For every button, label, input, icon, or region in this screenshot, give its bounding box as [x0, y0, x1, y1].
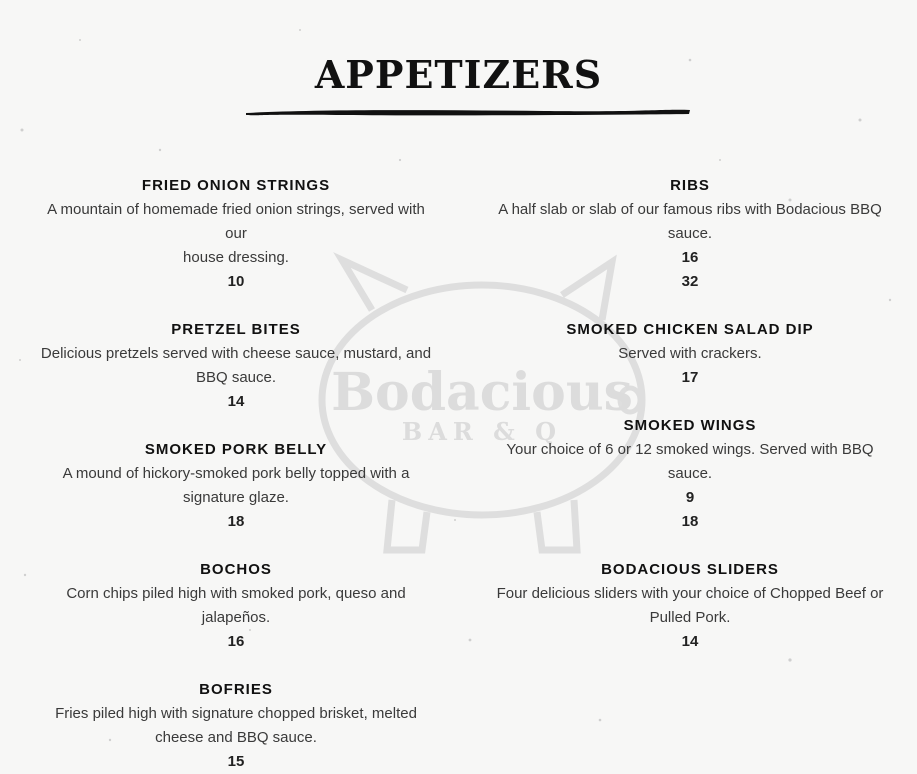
- watermark-name: Bodacious: [331, 362, 633, 423]
- item-spacer: [36, 654, 436, 678]
- menu-item-bofries: [36, 678, 436, 774]
- item-spacer: [490, 534, 890, 558]
- item-description: Pulled Pork.: [649, 609, 731, 626]
- item-description: Served with crackers.: [618, 345, 762, 362]
- menu-item-bodacious-sliders: [490, 558, 890, 654]
- item-description: cheese and BBQ sauce.: [155, 729, 317, 746]
- item-description: Four delicious sliders with your choice of Chopped Beef or: [496, 585, 884, 602]
- item-price: 10: [227, 273, 245, 290]
- item-spacer: [36, 294, 436, 318]
- item-name: BOFRIES: [199, 681, 273, 698]
- menu-item-smoked-wings: [490, 414, 890, 534]
- item-price: 17: [681, 369, 699, 386]
- item-price: 14: [227, 393, 245, 410]
- item-price: 16: [227, 633, 245, 650]
- item-price: 9: [685, 489, 695, 506]
- item-description: Corn chips piled high with smoked pork, queso and jalapeños.: [66, 585, 406, 626]
- menu-item-bochos: [36, 558, 436, 654]
- item-name: RIBS: [670, 177, 710, 194]
- item-spacer: [490, 294, 890, 318]
- menu-item-smoked-chicken-salad-dip: [490, 318, 890, 390]
- item-name: PRETZEL BITES: [171, 321, 301, 338]
- item-description: sauce.: [667, 465, 713, 482]
- menu-item-ribs: [490, 174, 890, 294]
- item-price: 18: [227, 513, 245, 530]
- item-price: 32: [681, 273, 699, 290]
- page-title: APPETIZERS: [314, 52, 603, 97]
- item-spacer: [36, 414, 436, 438]
- right-menu-column: [490, 174, 890, 654]
- menu-item-fried-onion-strings: [36, 174, 436, 294]
- item-description: A half slab or slab of our famous ribs with Bodacious BBQ: [498, 201, 882, 218]
- item-description: A mountain of homemade fried onion strings, served with our: [47, 201, 425, 242]
- item-price: 16: [681, 249, 699, 266]
- menu-item-pretzel-bites: [36, 318, 436, 414]
- item-description: signature glaze.: [183, 489, 289, 506]
- left-menu-column: [36, 174, 436, 774]
- title-brush-underline: [244, 105, 694, 119]
- item-price: 18: [681, 513, 699, 530]
- item-description: Fries piled high with signature chopped brisket, melted: [55, 705, 417, 722]
- item-price: 15: [227, 753, 245, 770]
- item-description: sauce.: [667, 225, 713, 242]
- item-spacer: [36, 534, 436, 558]
- item-name: BOCHOS: [200, 561, 272, 578]
- watermark-tagline: BAR & Q: [401, 417, 563, 446]
- item-name: BODACIOUS SLIDERS: [601, 561, 779, 578]
- item-name: SMOKED WINGS: [623, 417, 757, 434]
- item-description: BBQ sauce.: [195, 369, 277, 386]
- item-description: Delicious pretzels served with cheese sauce, mustard, and: [40, 345, 432, 362]
- item-name: SMOKED CHICKEN SALAD DIP: [566, 321, 814, 338]
- item-price: 14: [681, 633, 699, 650]
- item-description: A mound of hickory-smoked pork belly topped with a: [62, 465, 410, 482]
- item-name: FRIED ONION STRINGS: [141, 177, 331, 194]
- menu-item-smoked-pork-belly: [36, 438, 436, 534]
- item-spacer: [490, 390, 890, 414]
- item-name: SMOKED PORK BELLY: [144, 441, 328, 458]
- item-description: house dressing.: [183, 249, 289, 266]
- item-description: Your choice of 6 or 12 smoked wings. Served with BBQ: [506, 441, 874, 458]
